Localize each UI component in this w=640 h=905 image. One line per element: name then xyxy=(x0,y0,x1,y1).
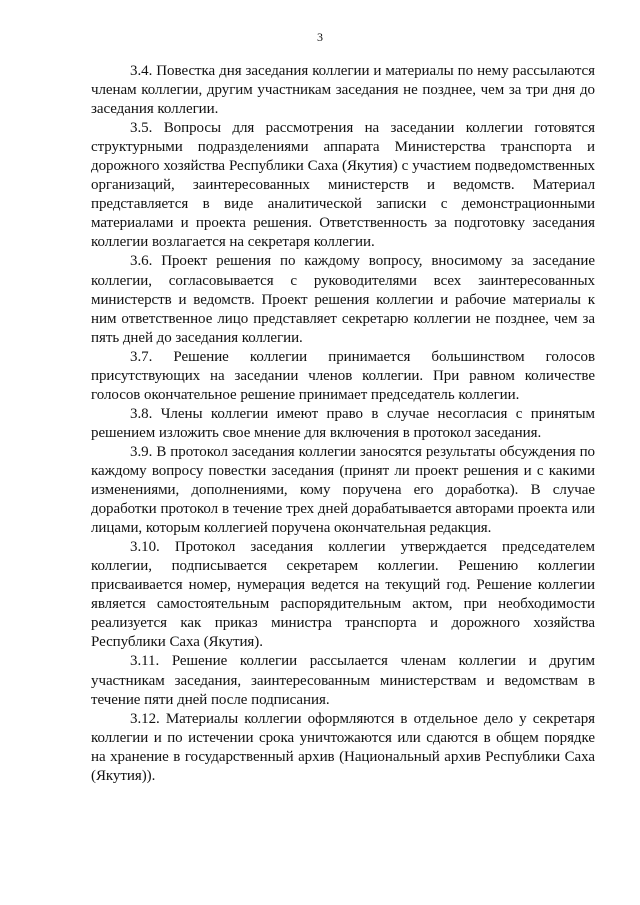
page-number: 3 xyxy=(317,30,323,44)
paragraph-3-5: 3.5. Вопросы для рассмотрения на заседании коллегии готовятся структурными подразделениями аппарата Министерства транспорта и дорожного хозяйства Республики Саха (Якутия) с участием подведомственных организаций, заинтересованных министерств и ведомств. Материал представляется в виде аналитической записки с демонстрационными материалами и проекта решения. Ответственность за подготовку заседания коллегии возлагается на секретаря коллегии. xyxy=(91,120,595,251)
paragraph-3-10: 3.10. Протокол заседания коллегии утверждается председателем коллегии, подписывается секретарем коллегии. Решению коллегии присваивается номер, нумерация ведется на текущий год. Решение коллегии является самостоятельным распорядительным актом, при необходимости реализуется как приказ министра транспорта и дорожного хозяйства Республики Саха (Якутия). xyxy=(91,539,595,651)
paragraph-3-9: 3.9. В протокол заседания коллегии заносятся результаты обсуждения по каждому вопросу повестки заседания (принят ли проект решения и с какими изменениями, дополнениями, кому поручена его доработка). В случае доработки протокол в течение трех дней дорабатывается авторами проекта или лицами, которым коллегией поручена окончательная редакция. xyxy=(91,443,595,537)
paragraph-3-6: 3.6. Проект решения по каждому вопросу, вносимому за заседание коллегии, согласовывается с руководителями всех заинтересованных министерств и ведомств. Проект решения коллегии и рабочие материалы к ним ответственное лицо представляет секретарю коллегии не позднее, чем за пять дней до заседания коллегии. xyxy=(91,253,595,346)
paragraph-3-12: 3.12. Материалы коллегии оформляются в отдельное дело у секретаря коллегии и по истечении срока уничтожаются или сдаются в общем порядке на хранение в государственный архив (Национальный архив Республики Саха (Якутия)). xyxy=(91,710,595,784)
paragraph-3-8: 3.8. Члены коллегии имеют право в случае несогласия с принятым решением изложить свое мнение для включения в протокол заседания. xyxy=(91,405,595,441)
paragraph-3-7: 3.7. Решение коллегии принимается большинством голосов присутствующих на заседании членов коллегии. При равном количестве голосов окончательное решение принимает председатель коллегии. xyxy=(91,348,595,403)
paragraph-3-11: 3.11. Решение коллегии рассылается членам коллегии и другим участникам заседания, заинтересованным министерствам и ведомствам в течение пяти дней после подписания. xyxy=(91,653,595,708)
document-body xyxy=(91,62,595,786)
paragraph-3-4: 3.4. Повестка дня заседания коллегии и материалы по нему рассылаются членам коллегии, другим участникам заседания не позднее, чем за три дня до заседания коллегии. xyxy=(91,63,595,118)
